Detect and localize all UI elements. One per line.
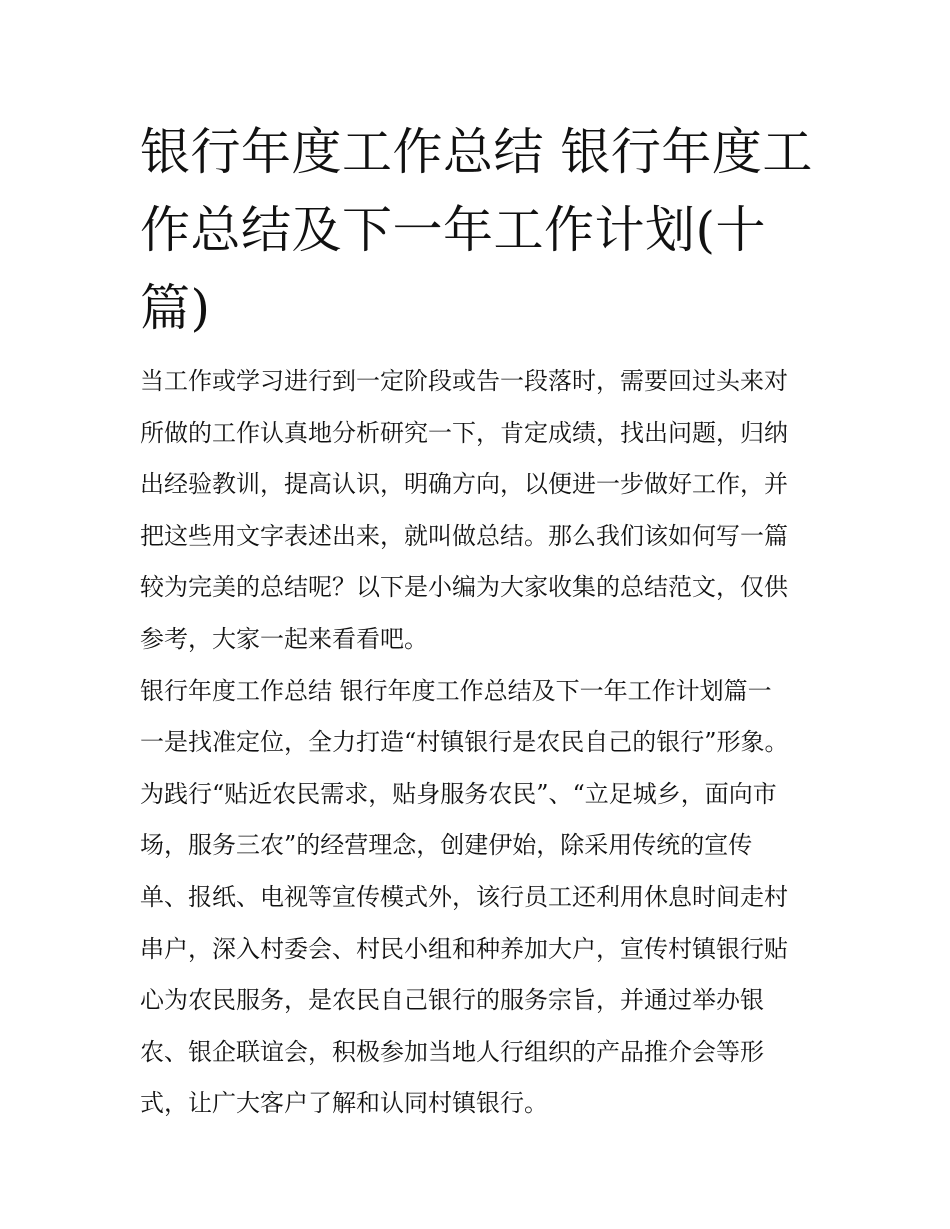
body-line: 所做的工作认真地分析研究一下，肯定成绩，找出问题，归纳 [140,418,788,447]
body-line: 单、报纸、电视等宣传模式外，该行员工还利用休息时间走村 [140,882,788,911]
body-line: 一是找准定位，全力打造“村镇银行是农民自己的银行”形象。 [140,728,789,757]
body-line: 心为农民服务，是农民自己银行的服务宗旨，并通过举办银 [140,986,764,1015]
body-line: 较为完美的总结呢？以下是小编为大家收集的总结范文，仅供 [140,573,788,602]
body-line: 当工作或学习进行到一定阶段或告一段落时，需要回过头来对 [140,367,788,395]
section-heading: 银行年度工作总结 银行年度工作总结及下一年工作计划篇一 [140,676,772,705]
body-line: 场，服务三农”的经营理念，创建伊始，除采用传统的宣传 [140,831,753,860]
body-line: 为践行“贴近农民需求，贴身服务农民”、“立足城乡，面向市 [140,779,777,808]
body-line: 出经验教训，提高认识，明确方向，以便进一步做好工作，并 [140,470,788,499]
title-line: 银行年度工作总结 银行年度工 [140,123,813,181]
body-line: 把这些用文字表述出来，就叫做总结。那么我们该如何写一篇 [140,521,788,550]
body-line: 农、银企联谊会，积极参加当地人行组织的产品推介会等形 [140,1037,764,1066]
title-line: 篇) [140,279,211,337]
body-line: 串户，深入村委会、村民小组和种养加大户，宣传村镇银行贴 [140,934,788,963]
body-line: 参考，大家一起来看看吧。 [140,624,428,653]
document-title [140,113,820,347]
title-line: 作总结及下一年工作计划(十 [140,201,767,259]
body-line: 式，让广大客户了解和认同村镇银行。 [140,1089,548,1118]
document-body [140,356,830,1130]
